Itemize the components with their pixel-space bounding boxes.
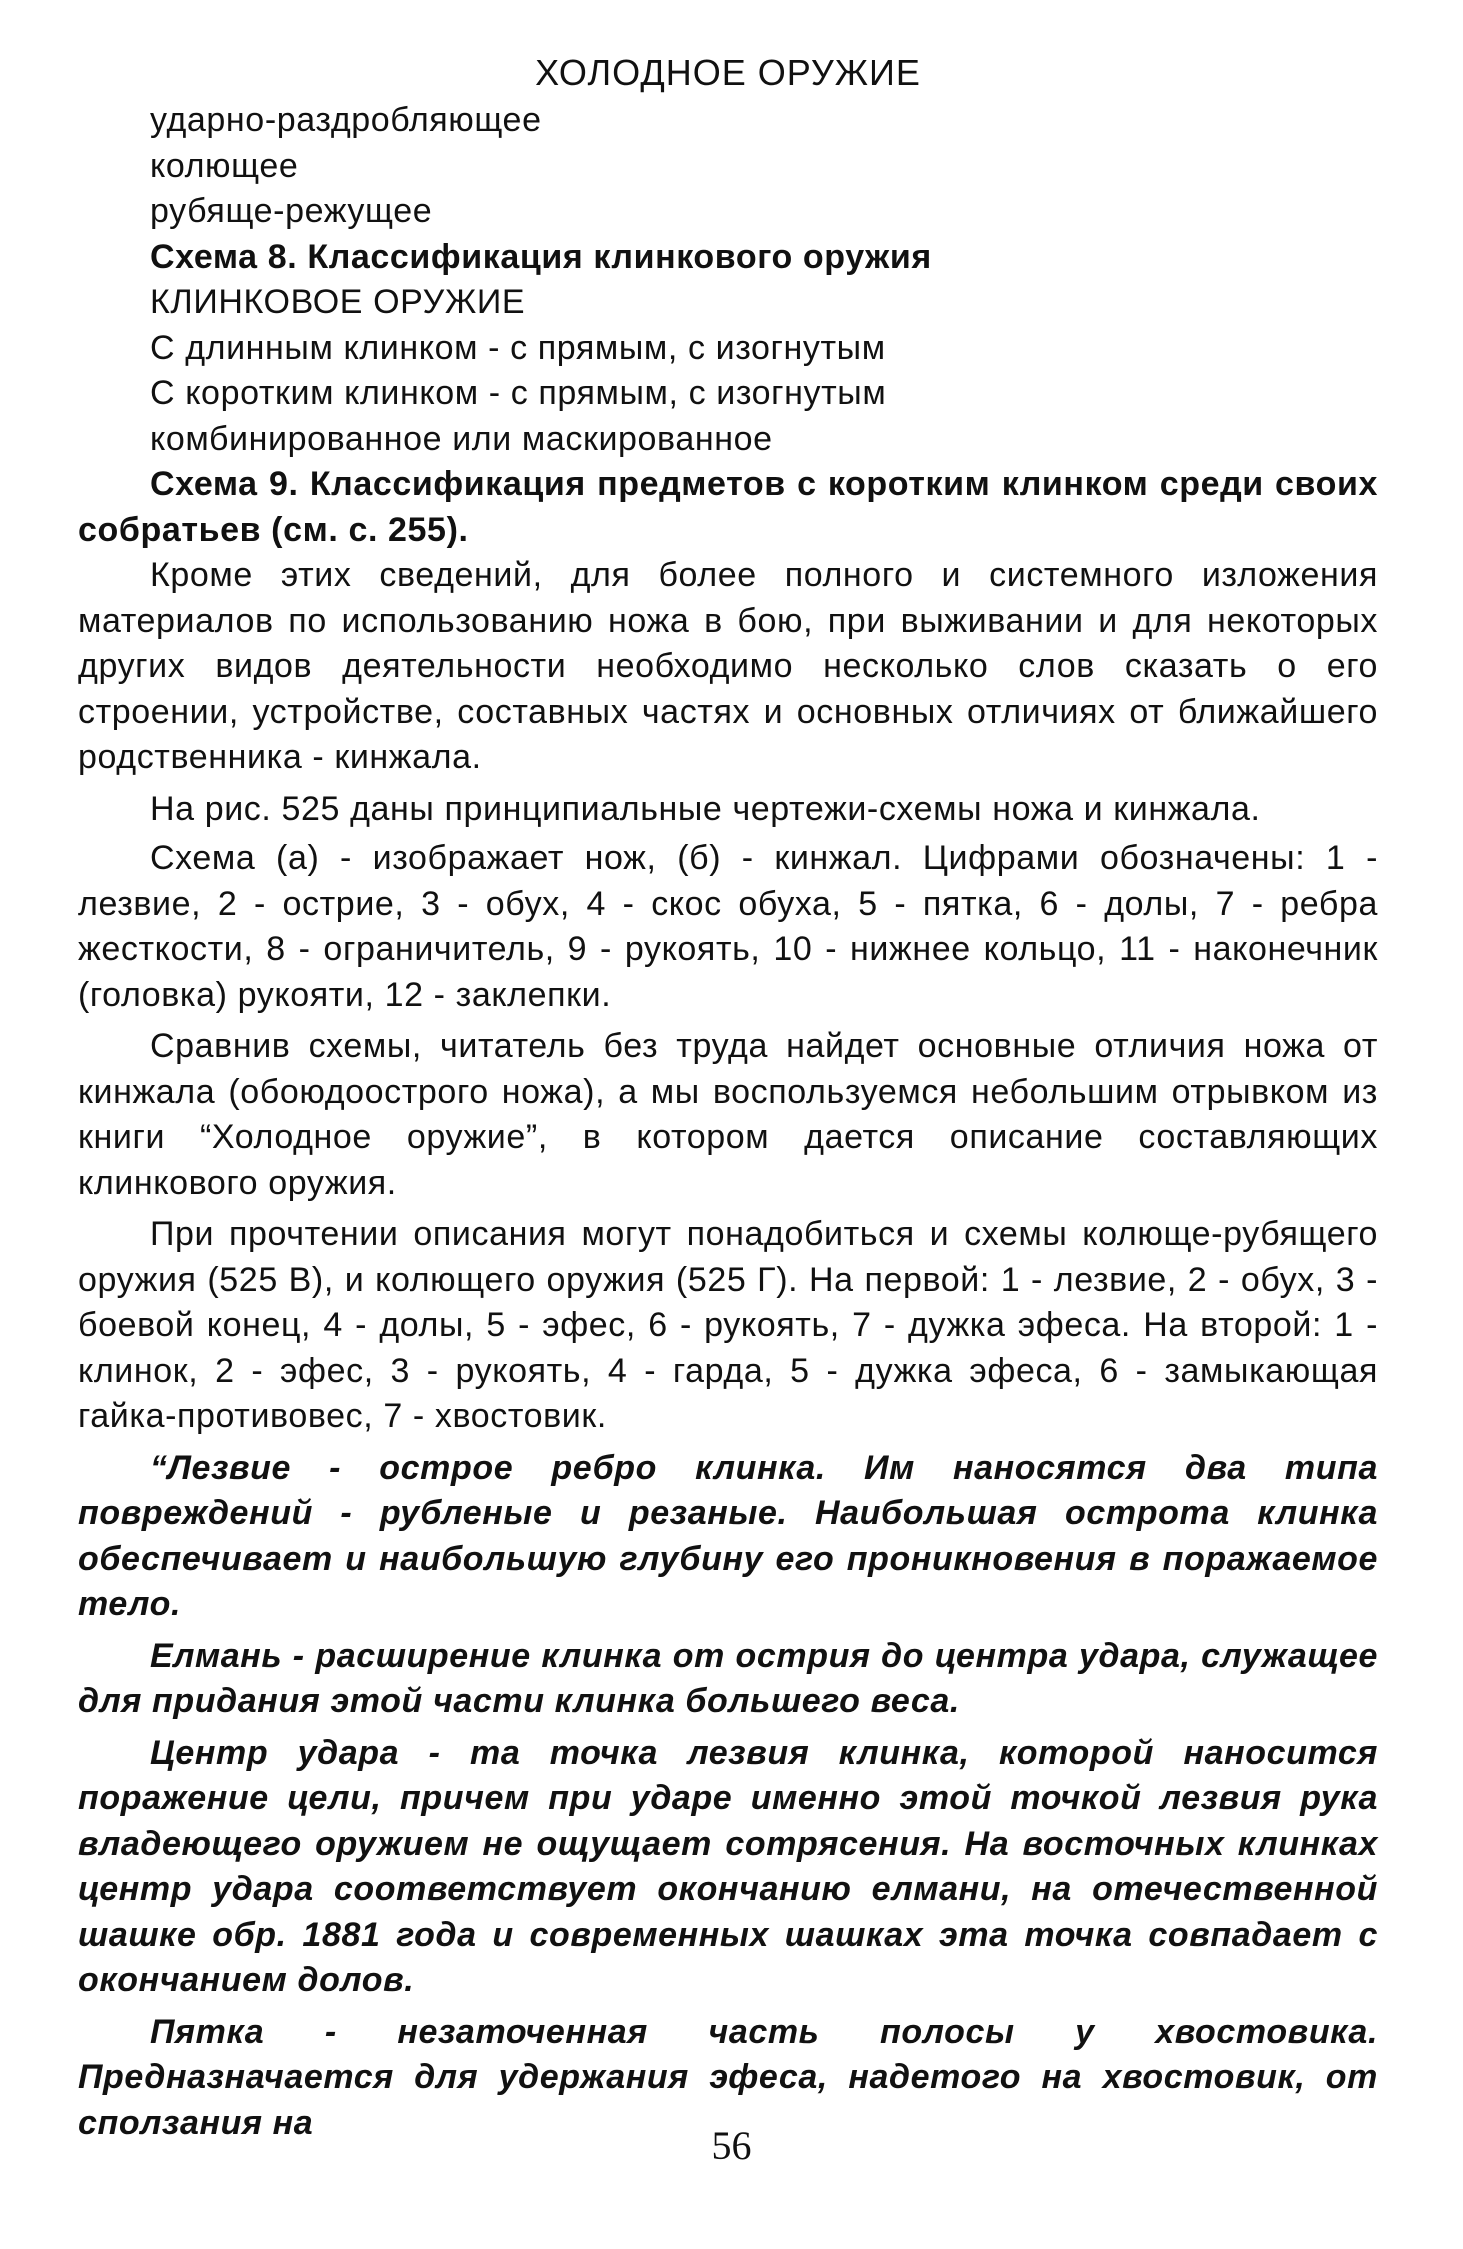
scheme-9-item: С коротким клинком - с прямым, с изогнутым xyxy=(150,374,887,412)
body-paragraph: Сравнив схемы, читатель без труда найдет основные отличия ножа от кинжала (обоюдоострого ножа), а мы воспользуемся небольшим отрывком из книги “Холодное оружие”, в котором дается описание составляющих клинкового оружия. xyxy=(78,1027,1378,1202)
scheme-9-title: КЛИНКОВОЕ ОРУЖИЕ xyxy=(150,283,526,321)
quote-paragraph: Елмань - расширение клинка от острия до центра удара, служащее для придания этой части клинка большего веса. xyxy=(78,1636,1378,1720)
body-paragraph: На рис. 525 даны принципиальные чертежи-схемы ножа и кинжала. xyxy=(150,789,1261,828)
page-number: 56 xyxy=(711,2123,752,2168)
body-paragraph: Схема (а) - изображает нож, (б) - кинжал. Цифрами обозначены: 1 - лезвие, 2 - острие, 3 - обух, 4 - скос обуха, 5 - пятка, 6 - долы, 7 - ребра жесткости, 8 - ограничитель, 9 - рукоять, 10 - нижнее кольцо, 11 - наконечник (головка) рукояти, 12 - заклепки. xyxy=(78,839,1378,1014)
document-page xyxy=(78,48,1378,2152)
scheme-8-item: ударно-раздробляющее xyxy=(150,101,542,139)
body-paragraph: Кроме этих сведений, для более полного и системного изложения материалов по использованию ножа в бою, при выживании и для некоторых других видов деятельности необходимо несколько слов сказать о его строении, устройстве, составных частях и основных отличиях от ближайшего родственника - кинжала. xyxy=(78,556,1378,776)
body-paragraph: При прочтении описания могут понадобиться и схемы колюще-рубящего оружия (525 В), и колющего оружия (525 Г). На первой: 1 - лезвие, 2 - обух, 3 - боевой конец, 4 - долы, 5 - эфес, 6 - рукоять, 7 - дужка эфеса. На второй: 1 - клинок, 2 - эфес, 3 - рукоять, 4 - гарда, 5 - дужка эфеса, 6 - замыкающая гайка-противовес, 7 - хвостовик. xyxy=(78,1215,1378,1435)
scheme-8-item: рубяще-режущее xyxy=(150,192,433,230)
scheme-9-item: С длинным клинком - с прямым, с изогнутым xyxy=(150,328,886,367)
scheme-8-caption: Схема 8. Классификация клинкового оружия xyxy=(150,237,932,276)
scheme-8-list xyxy=(78,98,1378,235)
quote-paragraph: “Лезвие - острое ребро клинка. Им наносятся два типа повреждений - рубленые и резаные. Наибольшая острота клинка обеспечивает и наибольшую глубину его проникновения в поражаемое тело. xyxy=(78,1448,1378,1623)
scheme-9-item: комбинированное или маскированное xyxy=(150,419,773,458)
quote-paragraph: Пятка - незаточенная часть полосы у хвостовика. Предназначается для удержания эфеса, надетого на хвостовик, от сползания на xyxy=(78,2012,1378,2142)
scheme-9-list xyxy=(78,280,1378,462)
page-header: ХОЛОДНОЕ ОРУЖИЕ xyxy=(535,52,921,93)
scheme-8-item: колющее xyxy=(150,146,299,185)
scheme-9-caption: Схема 9. Классификация предметов с коротким клинком среди своих собратьев (см. с. 255). xyxy=(78,465,1378,549)
quote-paragraph: Центр удара - та точка лезвия клинка, которой наносится поражение цели, причем при ударе именно этой точкой лезвия рука владеющего оружием не ощущает сотрясения. На восточных клинках центр удара соответствует окончанию елмани, на отечественной шашке обр. 1881 года и современных шашках эта точка совпадает с окончанием долов. xyxy=(78,1733,1378,1999)
